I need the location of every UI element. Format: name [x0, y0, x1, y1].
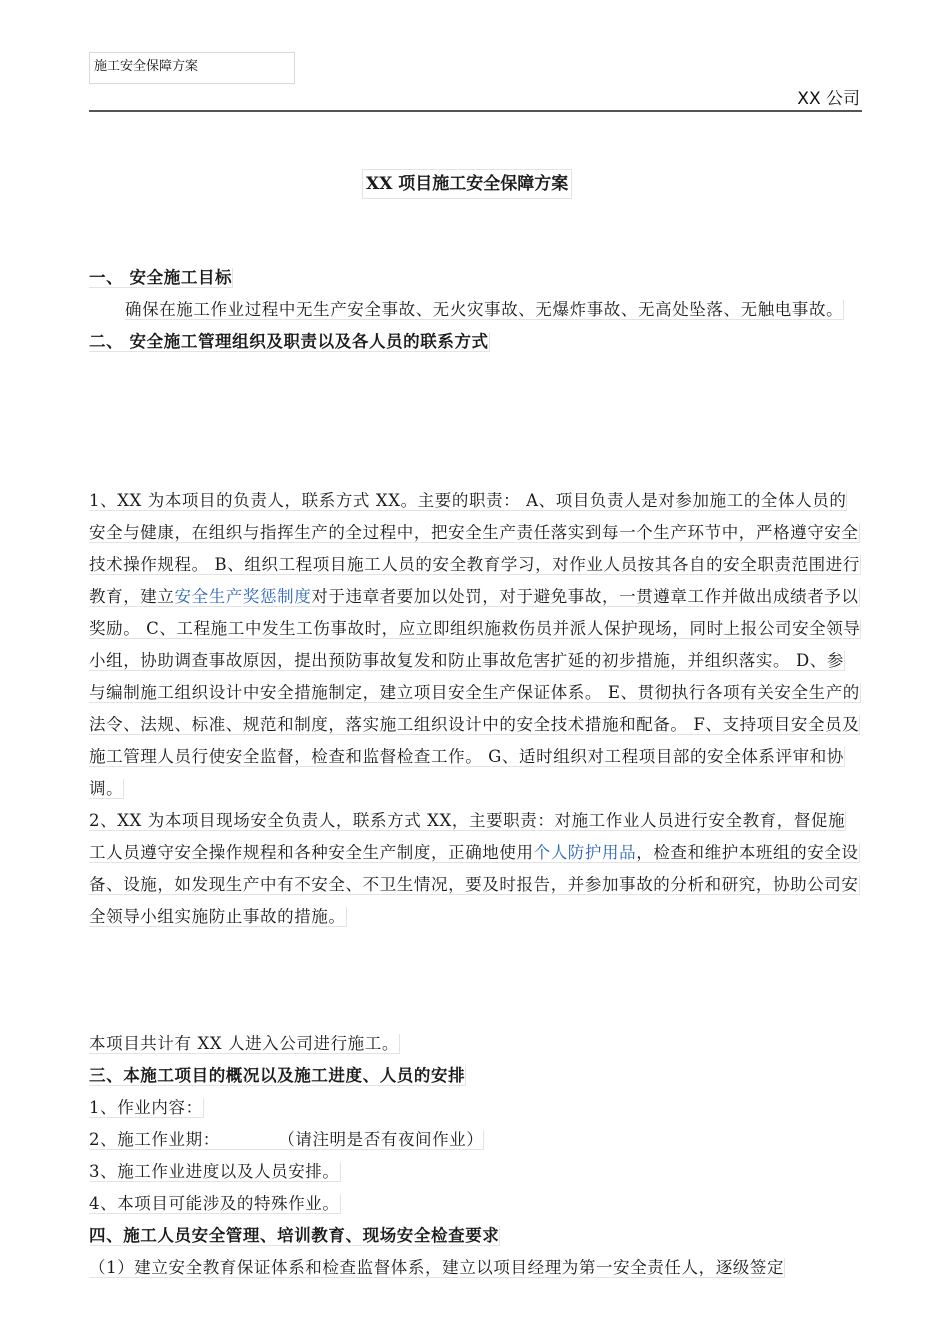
- section-3-item-2: 2、施工作业期： （请注明是否有夜间作业）: [89, 1130, 484, 1149]
- responsibility-paragraph-1: 1、XX 为本项目的负责人，联系方式 XX。主要的职责： A、项目负责人是对参加施工的全体人员的安全与健康，在组织与指挥生产的全过程中，把安全生产责任落实到每一个生产环节中，严格遵守安全技术操作规程。 B、组织工程项目施工人员的安全教育学习，对作业人员按其各自的安全职责范围进行教育，建立安全生产奖惩制度对于违章者要加以处罚，对于避免事故，一贯遵章工作并做出成绩者予以奖励。 C、工程施工中发生工伤事故时，应立即组织施救伤员并派人保护现场，同时上报公司安全领导小组，协助调查事故原因，提出预防事故复发和防止事故危害扩延的初步措施，并组织落实。 D、参与编制施工组织设计中安全措施制定，建立项目安全生产保证体系。 E、贯彻执行各项有关安全生产的法令、法规、标准、规范和制度，落实施工组织设计中的安全技术措施和配备。 F、支持项目安全员及施工管理人员行使安全监督，检查和监督检查工作。 G、适时组织对工程项目部的安全体系评审和协调。: [89, 491, 861, 798]
- document-title: XX 项目施工安全保障方案: [362, 169, 572, 199]
- section-4-text: （1）建立安全教育保证体系和检查监督体系，建立以项目经理为第一安全责任人，逐级签定: [89, 1258, 785, 1277]
- section-3-item-3: 3、施工作业进度以及人员安排。: [89, 1162, 340, 1181]
- document-label: 施工安全保障方案: [89, 52, 295, 84]
- section-1: [89, 262, 861, 358]
- section-1-text: 确保在施工作业过程中无生产安全事故、无火灾事故、无爆炸事故、无高处坠落、无触电事故。: [125, 300, 844, 319]
- section-3-item-1: 1、作业内容：: [89, 1098, 203, 1117]
- company-name: XX 公司: [797, 89, 860, 109]
- ppe-link[interactable]: 个人防护用品: [533, 843, 637, 862]
- headcount-text: 本项目共计有 XX 人进入公司进行施工。: [89, 1034, 399, 1053]
- section-3-heading: 三、本施工项目的概况以及施工进度、人员的安排: [89, 1066, 466, 1085]
- section-3: [89, 1028, 861, 1284]
- header-rule: [89, 110, 862, 112]
- section-1-heading: 一、 安全施工目标: [89, 268, 233, 287]
- section-2-heading: 二、 安全施工管理组织及职责以及各人员的联系方式: [89, 332, 489, 351]
- responsibility-paragraph-2: 2、XX 为本项目现场安全负责人，联系方式 XX，主要职责：对施工作业人员进行安全教育，督促施工人员遵守安全操作规程和各种安全生产制度，正确地使用个人防护用品，检查和维护本班组的安全设备、设施，如发现生产中有不安全、不卫生情况，要及时报告，并参加事故的分析和研究，协助公司安全领导小组实施防止事故的措施。: [89, 811, 859, 926]
- section-4-heading: 四、施工人员安全管理、培训教育、现场安全检查要求: [89, 1226, 500, 1245]
- section-3-item-4: 4、本项目可能涉及的特殊作业。: [89, 1194, 340, 1213]
- reward-penalty-link[interactable]: 安全生产奖惩制度: [174, 587, 312, 606]
- section-2-body: [89, 485, 861, 933]
